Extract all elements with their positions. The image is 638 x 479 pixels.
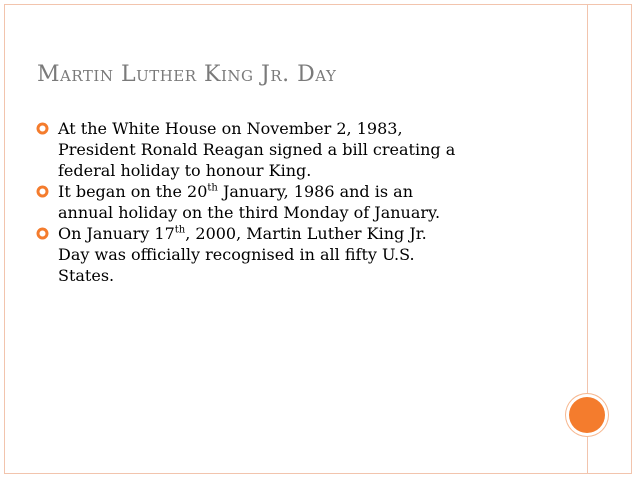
title-cap-m: M	[37, 62, 61, 87]
title-small-4: r.	[270, 62, 298, 87]
bullet-2-ordinal-suffix: th	[207, 182, 218, 194]
orange-circle-decoration	[569, 397, 605, 433]
bullet-item	[36, 118, 556, 181]
bullet-list	[36, 118, 556, 286]
bullet-ring-icon	[36, 227, 49, 240]
bullet-ring-icon	[36, 122, 49, 135]
bullet-3-ordinal-suffix: th	[174, 224, 186, 236]
title-cap-j: J	[261, 62, 271, 87]
title-small-1: artin	[60, 62, 121, 87]
bullet-2-line-1-start: It began on the 20	[58, 182, 208, 201]
bullet-2-line-1-end: January, 1986 and is an	[217, 182, 414, 201]
bullet-1-line-2: President Ronald Reagan signed a bill creating a	[58, 140, 456, 159]
title-cap-k: K	[204, 62, 221, 87]
bullet-3-line-1-end: , 2000, Martin Luther King Jr.	[185, 224, 427, 243]
bullet-1-line-1: At the White House on November 2, 1983,	[58, 119, 403, 138]
slide-title	[37, 62, 336, 87]
bullet-ring-icon	[36, 185, 49, 198]
bullet-1-line-3: federal holiday to honour King.	[58, 161, 312, 180]
title-cap-d: D	[297, 62, 316, 87]
bullet-2-line-2: annual holiday on the third Monday of January.	[58, 203, 441, 222]
bullet-3-line-2: Day was officially recognised in all fifty U.S.	[58, 245, 415, 264]
bullet-item	[36, 223, 556, 286]
title-cap-l: L	[120, 62, 137, 87]
title-small-5: ay	[315, 62, 337, 87]
bullet-item	[36, 181, 556, 223]
bullet-3-line-1-start: On January 17	[58, 224, 175, 243]
title-small-3: ing	[220, 62, 261, 87]
bullet-3-line-3: States.	[58, 266, 115, 285]
title-small-2: uther	[136, 62, 205, 87]
